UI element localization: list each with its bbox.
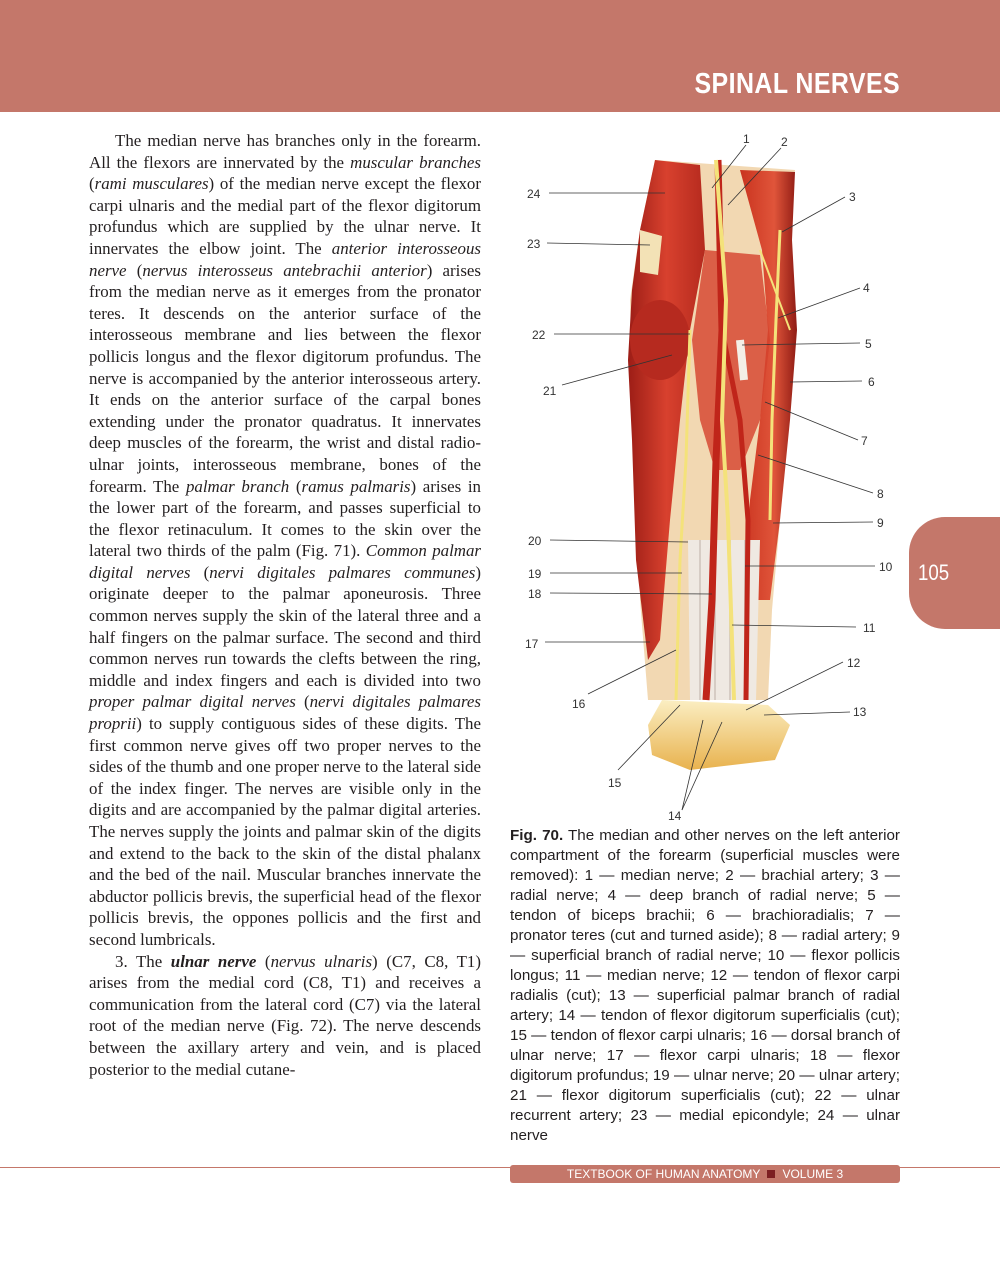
figure-label-6: 6 xyxy=(868,375,875,389)
figure-label-21: 21 xyxy=(543,384,557,398)
forearm-drawing xyxy=(628,160,797,770)
figure-label-23: 23 xyxy=(527,237,541,251)
figure-label-19: 19 xyxy=(528,567,542,581)
footer-volume: VOLUME 3 xyxy=(782,1167,844,1181)
figure-label-4: 4 xyxy=(863,281,870,295)
figure-label-14: 14 xyxy=(668,809,682,823)
figure-label-13: 13 xyxy=(853,705,867,719)
figure-label-20: 20 xyxy=(528,534,542,548)
figure-label-24: 24 xyxy=(527,187,541,201)
footer-banner xyxy=(510,1165,900,1183)
forearm-anatomy-illustration xyxy=(505,125,900,825)
figure-label-3: 3 xyxy=(849,190,856,204)
running-head-title: SPINAL NERVES xyxy=(694,68,900,100)
paragraph-ulnar-nerve: 3. The ulnar nerve (nervus ulnaris) (C7, C8, T1) arises from the medial cord (C8, T1) and receives a communication from the lateral cord (C7) via the lateral root of the median nerve (Fig. 72). The nerve descends between the axillary artery and vein, and is placed posterior to the medial cutane- xyxy=(89,951,481,1079)
figure-caption xyxy=(510,826,900,1146)
figure-label-10: 10 xyxy=(879,560,893,574)
figure-label-16: 16 xyxy=(572,697,586,711)
square-bullet-icon xyxy=(767,1170,775,1178)
figure-label-12: 12 xyxy=(847,656,861,670)
figure-caption-text: The median and other nerves on the left anterior compartment of the forearm (superficial muscles were removed): 1 — median nerve; 2 — brachial artery; 3 — radial nerve; 4 — deep branch of radial nerve; 5 — tendon of biceps brachii; 6 — brachioradialis; 7 — pronator teres (cut and turned aside); 8 — radial artery; 9 — superficial branch of radial nerve; 10 — flexor pollicis longus; 11 — median nerve; 12 — tendon of flexor carpi radialis (cut); 13 — superficial palmar branch of radial artery; 14 — tendon of flexor digitorum superficialis (cut); 15 — tendon of flexor carpi ulnaris; 16 — dorsal branch of ulnar nerve; 17 — flexor carpi ulnaris; 18 — flexor digitorum profundus; 19 — ulnar nerve; 20 — ulnar artery; 21 — flexor digitorum superficialis (cut); 22 — ulnar recurrent artery; 23 — medial epicondyle; 24 — ulnar nerve xyxy=(510,827,900,1144)
figure-label-2: 2 xyxy=(781,135,788,149)
figure-label-1: 1 xyxy=(743,132,750,146)
figure-label-18: 18 xyxy=(528,587,542,601)
figure-label-15: 15 xyxy=(608,776,622,790)
figure-label-9: 9 xyxy=(877,516,884,530)
paragraph-median-nerve: The median nerve has branches only in the forearm. All the flexors are innervated by the muscular branches (rami musculares) of the median nerve except the flexor carpi ulnaris and the medial part of the flexor digitorum profundus which are supplied by the ulnar nerve. It innervates the elbow joint. The anterior interosseous nerve (nervus interosseus antebrachii anterior) arises from the median nerve as it emerges from the pronator teres. It descends on the anterior surface of the interosseous membrane and lies between the flexor pollicis longus and the flexor digitorum profundus. The nerve is accompanied by the anterior interosseous artery. It ends on the anterior surface of the carpal bones extending under the pronator quadratus. It innervates deep muscles of the forearm, the wrist and distal radio-ulnar joints, interosseous membrane, bones of the forearm. The palmar branch (ramus palmaris) arises in the lower part of the forearm, and passes superficial to the flexor retinaculum. It comes to the skin over the lateral two thirds of the palm (Fig. 71). Common palmar digital nerves (nervi digitales palmares communes) originate deeper to the palmar aponeurosis. Three common nerves supply the skin of the lateral three and a half fingers on the palmar surface. The second and third common nerves run towards the clefts between the ring, middle and index fingers and each is divided into two proper palmar digital nerves (nervi digitales palmares proprii) to supply contiguous sides of these digits. The first common nerve gives off two proper nerves to the sides of the thumb and one proper nerve to the lateral side of the index finger. The nerves are visible only in the digits and are accompanied by the palmar digital arteries. The nerves supply the joints and palmar skin of the digits and extend to the back to the skin of the distal phalanx and the bed of the nail. Muscular branches innervate the abductor pollicis brevis, the superficial head of the flexor pollicis brevis, the oppones pollicis and the first and second lumbricals. xyxy=(89,131,482,949)
page-number: 105 xyxy=(918,560,950,585)
figure-label-17: 17 xyxy=(525,637,539,651)
figure-label-11: 11 xyxy=(863,621,876,635)
figure-label-7: 7 xyxy=(861,434,868,448)
figure-label-5: 5 xyxy=(865,337,872,351)
figure-label-22: 22 xyxy=(532,328,546,342)
body-text-column xyxy=(89,130,481,1080)
figure-caption-label: Fig. 70. xyxy=(510,827,564,844)
footer-book-title: TEXTBOOK OF HUMAN ANATOMY xyxy=(566,1167,761,1181)
figure-label-8: 8 xyxy=(877,487,884,501)
